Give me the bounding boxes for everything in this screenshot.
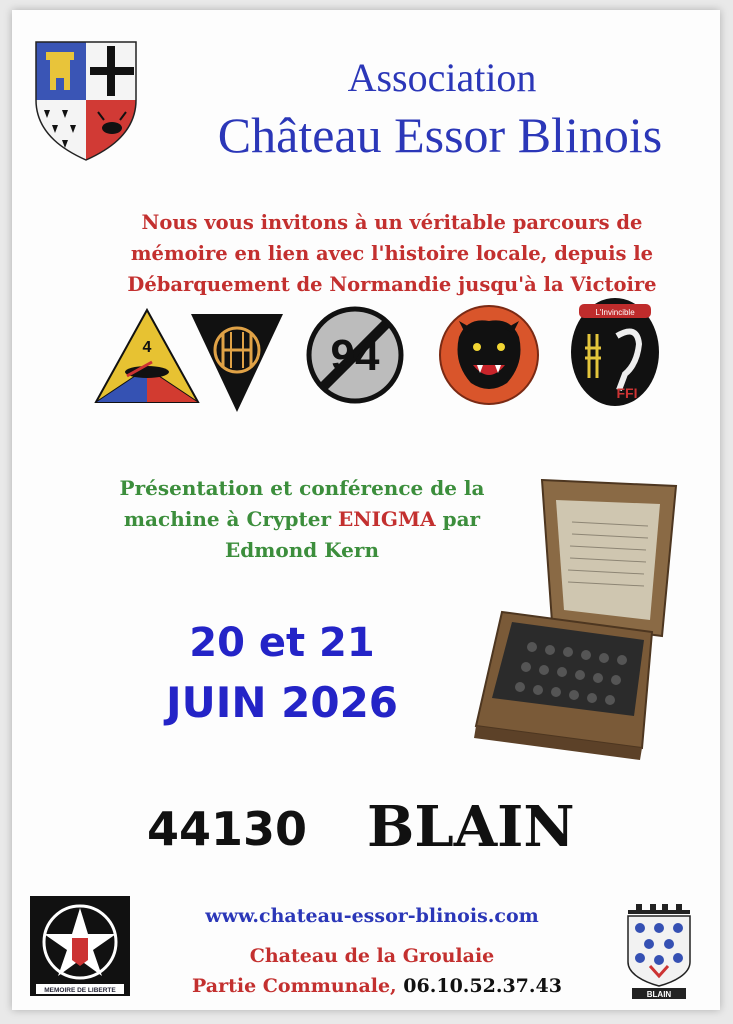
event-date-month-year: JUIN 2026 (165, 678, 399, 727)
blain-crest-icon (622, 900, 696, 1000)
memoire-de-liberte-text: MEMOIRE DE LIBERTE (44, 987, 116, 994)
memoire-de-liberte-logo (30, 896, 130, 996)
intro-line: Débarquement de Normandie jusqu'à la Victoire (127, 273, 657, 296)
conference-line-2-prefix: machine à Crypter (123, 507, 339, 531)
poster (12, 10, 720, 1010)
panther-division-patch-icon (437, 303, 541, 407)
association-name: Château Essor Blinois (217, 107, 663, 163)
coat-of-arms-icon (34, 40, 138, 162)
armored-division-patch-icon (92, 306, 202, 406)
enigma-machine-icon (462, 472, 684, 762)
ffi-patch-icon (567, 294, 663, 410)
phone-number: 06.10.52.37.43 (403, 975, 562, 997)
ffi-patch-title: L'Invincible (595, 308, 635, 317)
intro-line: Nous vous invitons à un véritable parcours de (141, 211, 643, 234)
website-link[interactable]: www.chateau-essor-blinois.com (205, 905, 539, 927)
event-city: BLAIN (367, 794, 575, 860)
address-line-2 (142, 975, 612, 997)
address-line-2-prefix: Partie Communale, (192, 975, 404, 997)
infantry-division-94-patch-icon (304, 306, 406, 404)
armored-number: 4 (142, 339, 152, 356)
event-date-days: 20 et 21 (189, 620, 375, 666)
conference-line-2-suffix: par (435, 507, 481, 531)
association-label: Association (347, 55, 537, 100)
patch-94-number: 94 (330, 331, 380, 380)
conference-line-3: Edmond Kern (225, 538, 379, 562)
ffi-patch-letters: FFI (616, 385, 638, 401)
conference-line-1: Présentation et conférence de la (119, 476, 485, 500)
event-postcode: 44130 (147, 802, 308, 856)
conference-line-2 (82, 504, 522, 535)
enigma-highlight: ENIGMA (338, 507, 436, 531)
infantry-division-83-patch-icon (189, 310, 285, 414)
blain-crest-text: BLAIN (646, 990, 672, 999)
intro-line: mémoire en lien avec l'histoire locale, depuis le (130, 242, 654, 265)
conference-text (82, 473, 522, 566)
address-line-1: Chateau de la Groulaie (249, 945, 495, 967)
intro-text (82, 207, 702, 300)
